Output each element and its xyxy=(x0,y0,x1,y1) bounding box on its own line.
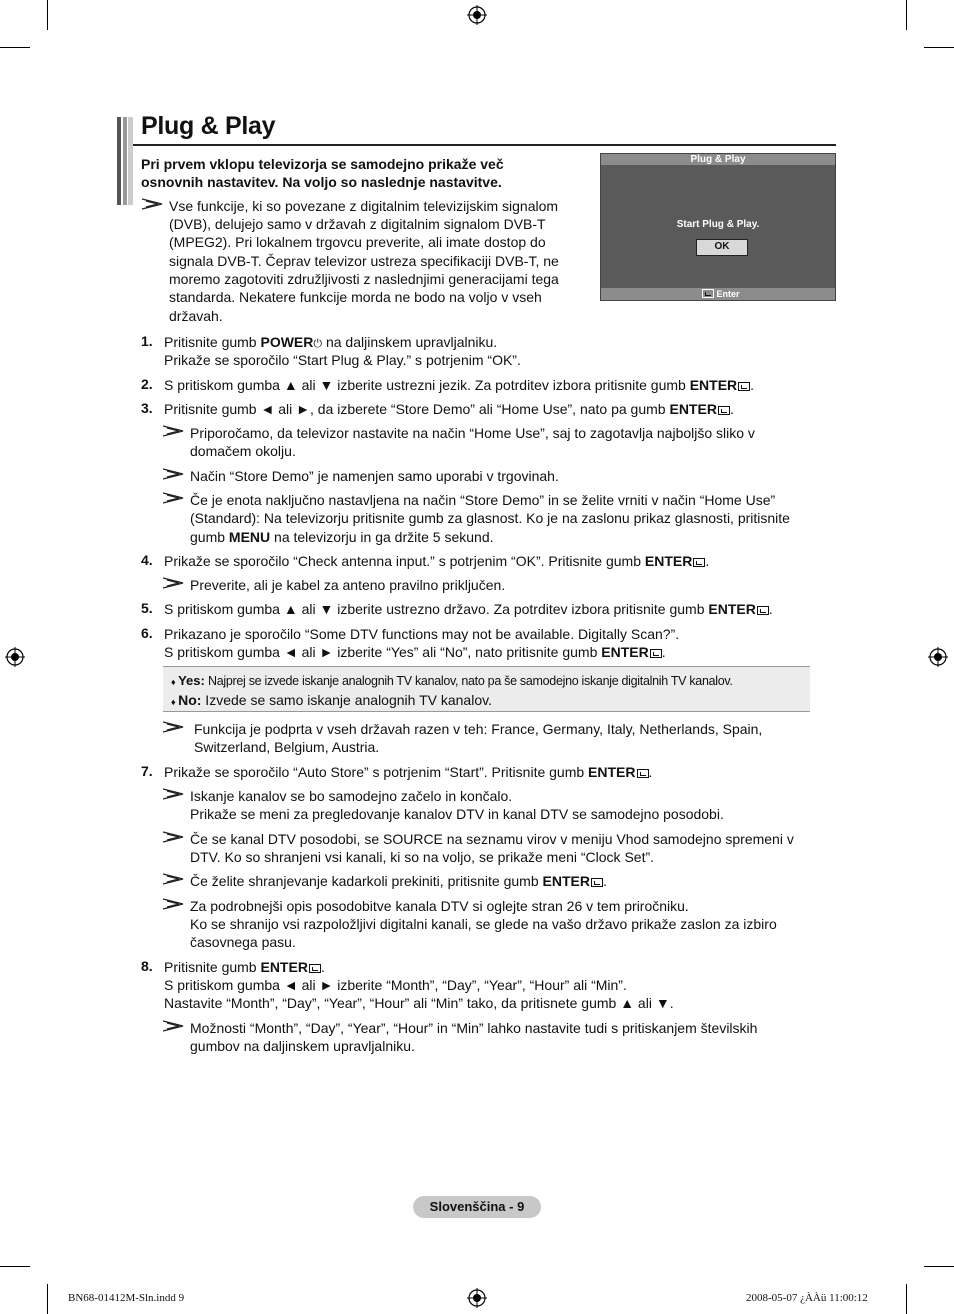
step-4-line xyxy=(164,552,709,570)
intro-note-line: Vse funkcije, ki so povezane z digitalnim televizijskim signalom xyxy=(169,198,559,214)
enter-label: ENTER xyxy=(689,377,738,393)
text: . xyxy=(648,764,653,780)
note-arrow-icon xyxy=(162,898,184,910)
screen-title: Plug & Play xyxy=(690,154,746,165)
enter-icon xyxy=(702,289,714,298)
note-line: Če se kanal DTV posodobi, se SOURCE na seznamu virov v meniju Vhod samodejno spremeni v xyxy=(190,831,794,847)
slug-left: BN68-01412M-Sln.indd 9 xyxy=(68,1292,185,1304)
crop-mark xyxy=(0,1266,30,1267)
enter-label: ENTER xyxy=(669,401,717,417)
crop-mark xyxy=(47,1284,48,1314)
note-arrow-icon xyxy=(162,873,184,885)
power-icon: ⏻ xyxy=(313,338,323,350)
page-title: Plug & Play xyxy=(141,112,276,140)
note-line: Prikaže se meni za pregledovanje kanalov DTV in kanal DTV se samodejno posodobi. xyxy=(190,806,724,822)
text: Pritisnite gumb xyxy=(164,334,261,350)
bullet-icon: ♦ xyxy=(171,697,179,707)
intro-line: Pri prvem vklopu televizorja se samodejno prikaže več xyxy=(141,156,504,172)
text: Najprej se izvede iskanje analognih TV kanalov, nato pa še samodejno iskanje digitalnih TV kanalov. xyxy=(204,674,733,688)
note-line: Ko se shranijo vsi razpoložljivi digitalni kanali, se glede na vašo državo prikaže zaslon za izbiro xyxy=(190,916,777,932)
note-line xyxy=(190,528,494,546)
title-decoration xyxy=(117,117,133,205)
step-7-line xyxy=(164,763,652,781)
power-label: POWER xyxy=(260,334,314,350)
text: Pritisnite gumb ◄ ali ►, da izberete “Store Demo” ali “Home Use”, nato pa gumb xyxy=(164,401,670,417)
intro-line: osnovnih nastavitev. Na voljo so naslednje nastavitve. xyxy=(141,174,502,190)
note-line: Možnosti “Month”, “Day”, “Year”, “Hour” in “Min” lahko nastavite tudi s pritiskanjem številskih xyxy=(190,1020,758,1036)
no-label: No: xyxy=(178,692,202,708)
option-yes xyxy=(171,672,733,691)
enter-icon xyxy=(650,649,662,658)
step-number: 8. xyxy=(141,958,153,974)
step-5-line xyxy=(164,600,773,618)
text: France, Germany, Italy, Netherlands, Spain, xyxy=(491,721,763,737)
step-number: 1. xyxy=(141,333,153,349)
crop-mark xyxy=(906,0,907,30)
intro-note-line: moremo zagotoviti združljivosti z naslednjimi generacijami tega xyxy=(169,271,559,287)
note-arrow-icon xyxy=(162,721,184,733)
enter-icon xyxy=(757,606,769,615)
note-line: DTV. Ko so shranjeni vsi kanali, ki so na voljo, se prikaže meni “Clock Set”. xyxy=(190,849,655,865)
step-number: 7. xyxy=(141,763,153,779)
note-arrow-icon xyxy=(162,492,184,504)
text: Prikaže se sporočilo “Auto Store” s potrjenim “Start”. Pritisnite gumb xyxy=(164,764,589,780)
menu-label: MENU xyxy=(228,529,271,545)
text: na daljinskem upravljalniku. xyxy=(322,334,498,350)
enter-label: ENTER xyxy=(260,959,308,975)
enter-icon xyxy=(718,406,730,415)
note-arrow-icon xyxy=(162,577,184,589)
note-line: Priporočamo, da televizor nastavite na način “Home Use”, saj to zagotavlja najboljšo sliko v xyxy=(190,425,755,441)
text: . xyxy=(750,377,755,393)
note-arrow-icon xyxy=(162,468,184,480)
enter-icon xyxy=(591,878,603,887)
yes-label: Yes: xyxy=(178,673,205,688)
intro-note-line: državah. xyxy=(169,308,223,324)
text: . xyxy=(729,401,734,417)
intro-note-line: (DVB), delujejo samo v državah z digitalnim signalom DVB-T xyxy=(169,216,546,232)
note-line xyxy=(194,720,762,738)
enter-label: ENTER xyxy=(644,553,693,569)
step-6-line-2 xyxy=(164,643,666,661)
text: . xyxy=(768,601,773,617)
enter-label: ENTER xyxy=(542,873,590,889)
text: . xyxy=(661,644,666,660)
note-arrow-icon xyxy=(141,198,163,210)
note-line: Preverite, ali je kabel za anteno pravilno priključen. xyxy=(190,577,506,593)
note-line: Način “Store Demo” je namenjen samo uporabi v trgovinah. xyxy=(190,468,559,484)
text: na televizorju in ga držite 5 sekund. xyxy=(270,529,494,545)
crop-mark xyxy=(924,1266,954,1267)
note-arrow-icon xyxy=(162,425,184,437)
note-line: Če je enota naključno nastavljena na način “Store Demo” in se želite vrniti v način “Home Use” xyxy=(190,492,776,508)
title-rule xyxy=(133,144,836,146)
text: S pritiskom gumba ◄ ali ► izberite “Yes” ali “No”, nato pritisnite gumb xyxy=(164,644,602,660)
registration-mark-icon xyxy=(467,1288,487,1308)
note-arrow-icon xyxy=(162,831,184,843)
step-3-line xyxy=(164,400,734,418)
step-2-line xyxy=(164,376,754,394)
registration-mark-icon xyxy=(928,647,948,667)
enter-icon xyxy=(309,964,321,973)
text: Izvede se samo iskanje analognih TV kanalov. xyxy=(201,692,492,708)
step-number: 3. xyxy=(141,400,153,416)
note-arrow-icon xyxy=(162,788,184,800)
intro-note-line: signala DVB-T. Čeprav televizor ustreza specifikaciji DVB-T, ne xyxy=(169,253,559,269)
note-line: Iskanje kanalov se bo samodejno začelo in končalo. xyxy=(190,788,513,804)
crop-mark xyxy=(0,47,30,48)
enter-icon xyxy=(693,558,705,567)
enter-label: ENTER xyxy=(708,601,756,617)
bullet-icon: ♦ xyxy=(171,677,179,687)
enter-icon xyxy=(637,769,649,778)
intro-note-line: (MPEG2). Pri lokalnem trgovcu preverite, ali imate dostop do xyxy=(169,234,546,250)
text: gumb xyxy=(190,529,229,545)
step-number: 2. xyxy=(141,376,153,392)
registration-mark-icon xyxy=(5,647,25,667)
crop-mark xyxy=(906,1284,907,1314)
text: Če želite shranjevanje kadarkoli prekiniti, pritisnite gumb xyxy=(190,873,543,889)
note-arrow-icon xyxy=(162,1020,184,1032)
text: Pritisnite gumb xyxy=(164,959,261,975)
intro-note-line: standarda. Nekatere funkcije morda ne bodo na voljo v vseh xyxy=(169,289,542,305)
text: . xyxy=(320,959,325,975)
step-number: 5. xyxy=(141,600,153,616)
screen-message: Start Plug & Play. xyxy=(676,219,760,230)
slug-right: 2008-05-07 ¿ÀÀü 11:00:12 xyxy=(746,1292,868,1304)
step-6-line: Prikazano je sporočilo “Some DTV functions may not be available. Digitally Scan?”. xyxy=(164,626,680,642)
tv-screen-illustration xyxy=(600,153,836,301)
text: Funkcija je podprta v vseh državah razen v teh: xyxy=(194,721,492,737)
step-1-line-2: Prikaže se sporočilo “Start Plug & Play.” s potrjenim “OK”. xyxy=(164,352,521,368)
step-8-line xyxy=(164,958,325,976)
step-number: 6. xyxy=(141,625,153,641)
page-number: Slovenščina - 9 xyxy=(413,1196,541,1218)
enter-label: ENTER xyxy=(588,764,636,780)
step-8-line-3: Nastavite “Month”, “Day”, “Year”, “Hour” ali “Min” tako, da pritisnete gumb ▲ ali ▼. xyxy=(164,995,674,1011)
note-line: časovnega pasu. xyxy=(190,934,296,950)
note-line: Za podrobnejši opis posodobitve kanala DTV si oglejte stran 26 v tem priročniku. xyxy=(190,898,689,914)
note-line: Switzerland, Belgium, Austria. xyxy=(194,739,380,755)
enter-icon xyxy=(738,382,750,391)
screen-ok-button: OK xyxy=(696,239,748,256)
step-number: 4. xyxy=(141,552,153,568)
note-line: domačem okolju. xyxy=(190,443,296,459)
note-line xyxy=(190,872,607,890)
step-8-line-2: S pritiskom gumba ◄ ali ► izberite “Month”, “Day”, “Year”, “Hour” ali “Min”. xyxy=(164,977,627,993)
text: Prikaže se sporočilo “Check antenna input.” s potrjenim “OK”. Pritisnite gumb xyxy=(164,553,645,569)
text: . xyxy=(705,553,710,569)
enter-label: ENTER xyxy=(601,644,649,660)
note-line: gumbov na daljinskem upravljalniku. xyxy=(190,1038,415,1054)
crop-mark xyxy=(47,0,48,30)
registration-mark-icon xyxy=(467,5,487,25)
step-1-line xyxy=(164,333,497,353)
crop-mark xyxy=(924,47,954,48)
note-line: (Standard): Na televizorju pritisnite gumb za glasnost. Ko je na zaslonu prikaz glasnosti, pritisnite xyxy=(190,510,790,526)
text: S pritiskom gumba ▲ ali ▼ izberite ustrezno državo. Za potrditev izbora pritisnite gumb xyxy=(164,601,709,617)
screen-enter-label: Enter xyxy=(716,289,740,299)
option-no xyxy=(171,691,492,711)
screen-enter-hint xyxy=(701,288,740,300)
text: . xyxy=(602,873,607,889)
text: S pritiskom gumba ▲ ali ▼ izberite ustrezni jezik. Za potrditev izbora pritisnite gumb xyxy=(164,377,690,393)
